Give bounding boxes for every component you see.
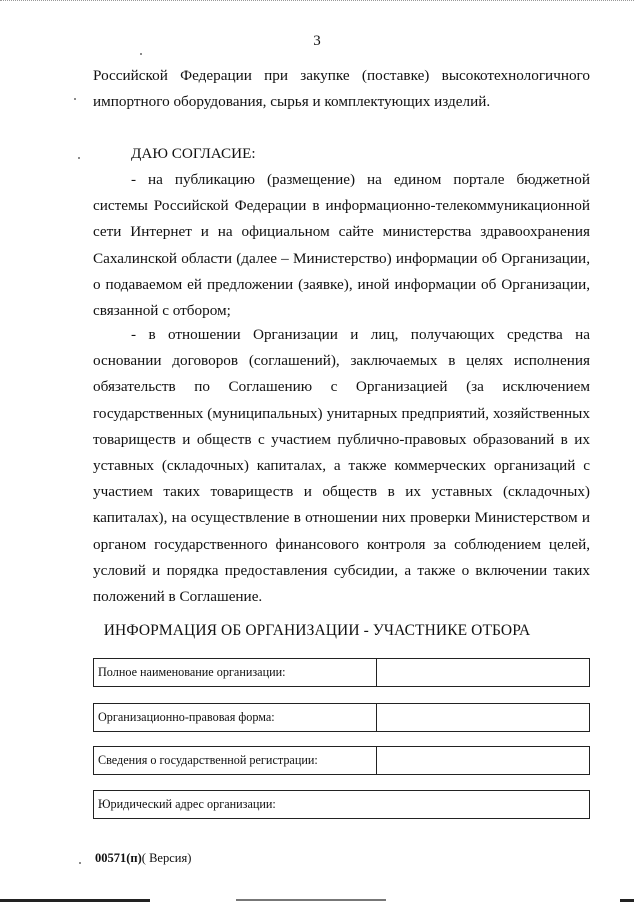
- field-label: Сведения о государственной регистрации:: [98, 753, 318, 767]
- consent-heading: ДАЮ СОГЛАСИЕ:: [131, 145, 256, 162]
- field-full-name: [93, 658, 590, 687]
- field-legal-address[interactable]: [93, 790, 590, 819]
- scan-speck: [78, 157, 80, 159]
- page-number: 3: [313, 33, 321, 49]
- field-value-input[interactable]: [376, 704, 589, 731]
- consent-item-inspection: - в отношении Организации и лиц, получающих средства на основании договоров (соглашений), заключаемых в целях исполнения обязательств по Соглашению с Организацией (за исключением государственных (муниципальных) унитарных предприятий, хозяйственных товариществ и обществ с участием публично-правовых образований в их уставных (складочных) капиталах, а также коммерческих организаций с участием таких товариществ и обществ в их уставных (складочных) капиталах), на осуществление в отношении них проверки Министерством и органом государственного финансового контроля за соблюдением целей, условий и порядка предоставления субсидии, а также о включении таких положений в Соглашение.: [93, 326, 590, 606]
- field-label: Полное наименование организации:: [98, 665, 286, 679]
- continuation-paragraph: Российской Федерации при закупке (поставке) высокотехнологичного импортного оборудования, сырья и комплектующих изделий.: [93, 67, 590, 111]
- scan-edge-bottom: [0, 899, 634, 903]
- scan-edge-top: [0, 0, 634, 3]
- field-state-registration: [93, 746, 590, 775]
- document-code: [95, 851, 191, 866]
- field-value-input[interactable]: [376, 659, 589, 686]
- scan-speck: [140, 53, 142, 55]
- section-title: ИНФОРМАЦИЯ ОБ ОРГАНИЗАЦИИ - УЧАСТНИКЕ ОТБОРА: [103, 622, 531, 639]
- field-label: Организационно-правовая форма:: [98, 710, 275, 724]
- document-code-number: 00571(п): [95, 851, 142, 865]
- field-value-input[interactable]: [376, 747, 589, 774]
- scan-speck: [74, 98, 76, 100]
- scan-speck: [79, 862, 81, 864]
- field-legal-form: [93, 703, 590, 732]
- document-version: ( Версия): [141, 851, 192, 865]
- field-label: Юридический адрес организации:: [98, 797, 276, 811]
- consent-item-publication: - на публикацию (размещение) на едином портале бюджетной системы Российской Федерации в информационно-телекоммуникационной сети Интернет и на официальном сайте министерства здравоохранения Сахалинской области (далее – Министерство) информации об Организации, о подаваемом ей предложении (заявке), иной информации об Организации, связанной с отбором;: [93, 171, 590, 320]
